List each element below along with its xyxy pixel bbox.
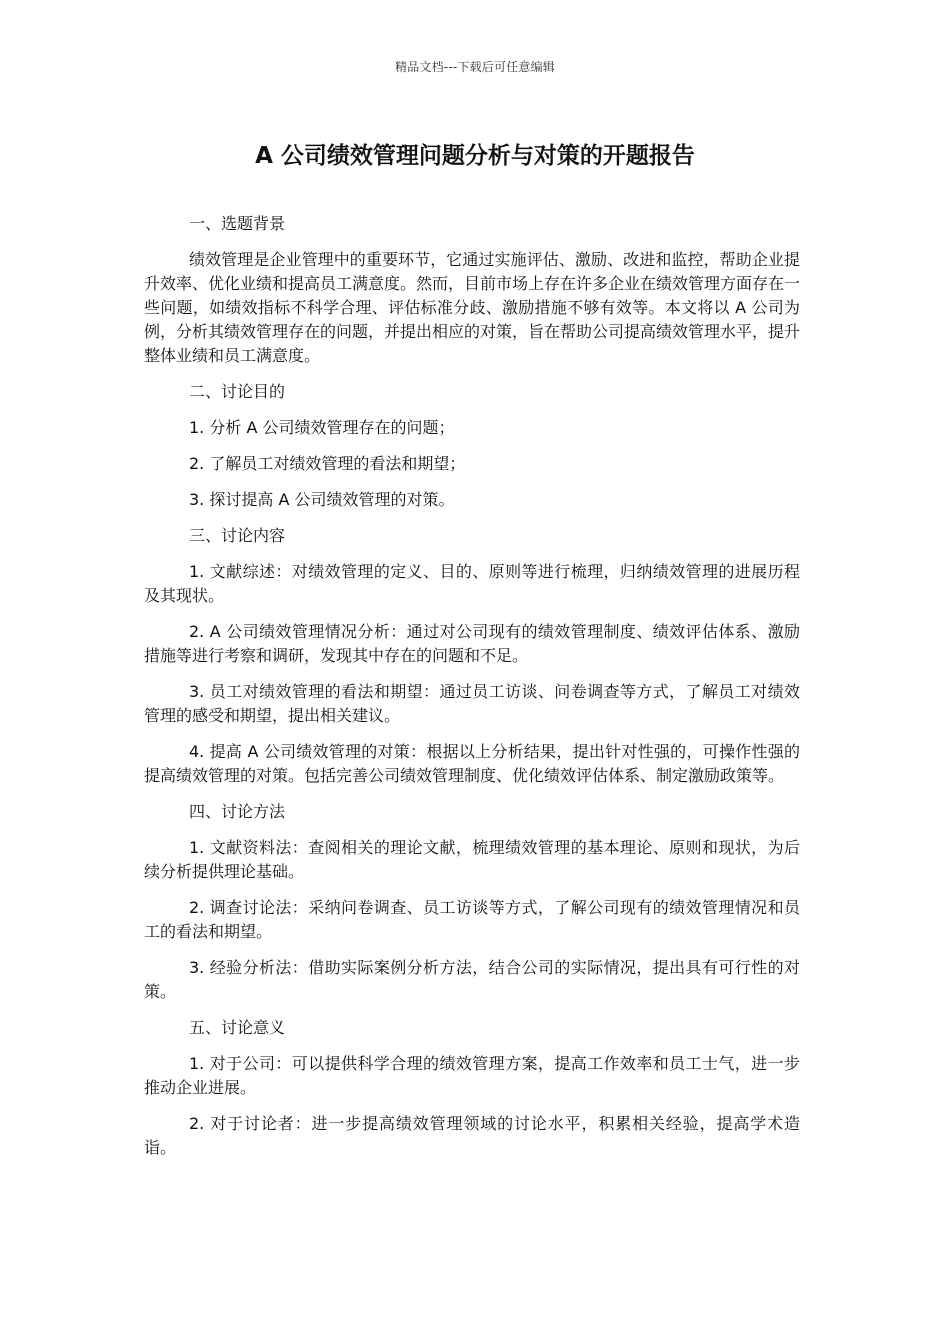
- paragraph-background: 绩效管理是企业管理中的重要环节，它通过实施评估、激励、改进和监控，帮助企业提升效率、优化业绩和提高员工满意度。然而，目前市场上存在许多企业在绩效管理方面存在一些问题，如绩效指标不科学合理、评估标准分歧、激励措施不够有效等。本文将以 A 公司为例，分析其绩效管理存在的问题，并提出相应的对策，旨在帮助公司提高绩效管理水平，提升整体业绩和员工满意度。: [144, 250, 801, 365]
- list-item-content-3: 3. 员工对绩效管理的看法和期望：通过员工访谈、问卷调查等方式，了解员工对绩效管理的感受和期望，提出相关建议。: [144, 682, 800, 725]
- list-item-content-4: 4. 提高 A 公司绩效管理的对策：根据以上分析结果，提出针对性强的，可操作性强的提高绩效管理的对策。包括完善公司绩效管理制度、优化绩效评估体系、制定激励政策等。: [144, 742, 800, 785]
- list-item-significance-1: 1. 对于公司：可以提供科学合理的绩效管理方案，提高工作效率和员工士气，进一步推动企业进展。: [144, 1054, 800, 1097]
- list-item-purpose-2: 2. 了解员工对绩效管理的看法和期望；: [189, 454, 466, 473]
- list-item-methods-2: 2. 调查讨论法：采纳问卷调查、员工访谈等方式，了解公司现有的绩效管理情况和员工的看法和期望。: [144, 898, 800, 941]
- document-title: A 公司绩效管理问题分析与对策的开题报告: [255, 143, 695, 169]
- section-heading-significance: 五、讨论意义: [189, 1018, 286, 1037]
- section-heading-purpose: 二、讨论目的: [189, 382, 286, 401]
- list-item-purpose-3: 3. 探讨提高 A 公司绩效管理的对策。: [189, 490, 455, 509]
- list-item-content-1: 1. 文献综述：对绩效管理的定义、目的、原则等进行梳理，归纳绩效管理的进展历程及其现状。: [144, 562, 800, 605]
- list-item-methods-3: 3. 经验分析法：借助实际案例分析方法，结合公司的实际情况，提出具有可行性的对策。: [144, 958, 800, 1001]
- list-item-significance-2: 2. 对于讨论者：进一步提高绩效管理领域的讨论水平，积累相关经验，提高学术造诣。: [144, 1114, 800, 1157]
- section-heading-background: 一、选题背景: [189, 214, 286, 233]
- section-heading-content: 三、讨论内容: [189, 526, 286, 545]
- list-item-purpose-1: 1. 分析 A 公司绩效管理存在的问题；: [189, 418, 455, 437]
- document-body: [144, 212, 800, 1172]
- list-item-methods-1: 1. 文献资料法：查阅相关的理论文献，梳理绩效管理的基本理论、原则和现状，为后续分析提供理论基础。: [144, 838, 800, 881]
- section-heading-methods: 四、讨论方法: [189, 802, 286, 821]
- header-watermark: 精品文档---下载后可任意编辑: [395, 60, 555, 74]
- list-item-content-2: 2. A 公司绩效管理情况分析：通过对公司现有的绩效管理制度、绩效评估体系、激励措施等进行考察和调研，发现其中存在的问题和不足。: [144, 622, 800, 665]
